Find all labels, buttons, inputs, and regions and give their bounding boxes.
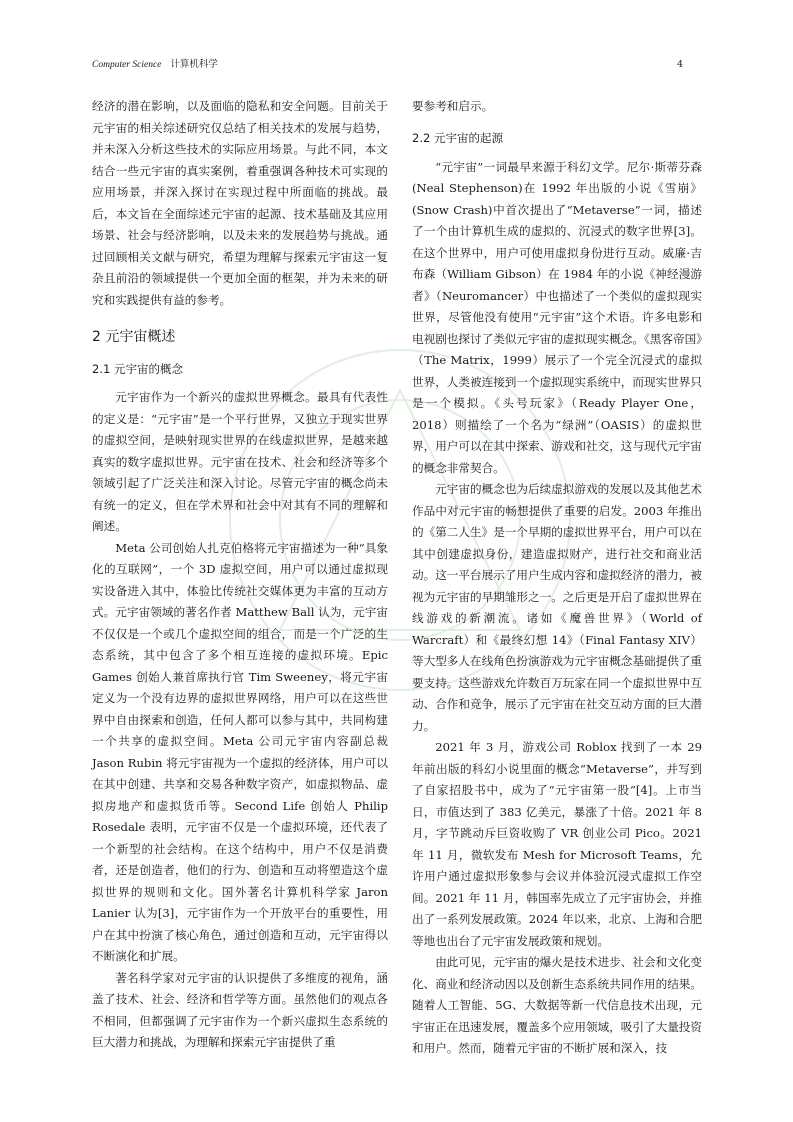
page-number: 4 [676,59,683,70]
running-header [92,58,701,72]
subsection-heading-concept: 2.1 元宇宙的概念 [92,362,183,376]
subsection-heading-origin: 2.2 元宇宙的起源 [412,130,503,145]
paragraph-concept-definition: 元宇宙作为一个新兴的虚拟世界概念。最具有代表性的定义是：“元宇宙”是一个平行世界，又独立于现实世界的虚拟空间，是映射现实世界的在线虚拟世界，是越来越真实的数字虚拟世界。元宇宙在技术、社会和经济等多个领域引起了广泛关注和深入讨论。尽管元宇宙的概念尚未有统一的定义，但在学术界和社会中对其有不同的理解和阐述。 [92,390,388,533]
right-column [412,96,702,1060]
paragraph-origin-literature: “元宇宙”一词最早来源于科幻文学。尼尔·斯蒂芬森(Neal Stephenson)在 1992 年出版的小说《雪崩》(Snow Crash)中首次提出了“Metaverse”一词，描述了一个由计算机生成的虚拟的、沉浸式的数字世界[3]。在这个世界中，用户可使用虚拟身份进行互动。威廉·吉布森（William Gibson）在 1984 年的小说《神经漫游者》（Neuromancer）中也描述了一个类似的虚拟现实世界，尽管他没有使用“元宇宙”这个术语。许多电影和电视剧也探讨了类似元宇宙的虚拟现实概念。《黑客帝国》（The Matrix，1999）展示了一个完全沉浸式的虚拟世界，人类被连接到一个虚拟现实系统中，而现实世界只是一个模拟。《头号玩家》（Ready Player One，2018）则描绘了一个名为“绿洲”（OASIS）的虚拟世界，用户可以在其中探索、游戏和社交，这与现代元宇宙的概念非常契合。 [412,159,702,475]
paragraph-intro-continued: 经济的潜在影响，以及面临的隐私和安全问题。目前关于元宇宙的相关综述研究仅总结了相关技术的发展与趋势，并未深入分析这些技术的实际应用场景。与此不同，本文结合一些元宇宙的真实案例，着重强调各种技术可实现的应用场景，并深入探讨在实现过程中所面临的挑战。最后，本文旨在全面综述元宇宙的起源、技术基础及其应用场景、社会与经济影响，以及未来的发展趋势与挑战。通过回顾相关文献与研究，希望为理解与探索元宇宙这一复杂且前沿的领域提供一个更加全面的框架，并为未来的研究和实践提供有益的参考。 [92,99,388,307]
paragraph-conclusion: 由此可见，元宇宙的爆火是技术进步、社会和文化变化、商业和经济动因以及创新生态系统共同作用的结果。随着人工智能、5G、大数据等新一代信息技术出现，元宇宙正在迅速发展，覆盖多个应用领域，吸引了大量投资和用户。然而，随着元宇宙的不断扩展和深入，技 [412,955,702,1055]
paragraph-expert-views: Meta 公司创始人扎克伯格将元宇宙描述为一种“具象化的互联网”，一个 3D 虚拟空间，用户可以通过虚拟现实设备进入其中，体验比传统社交媒体更为丰富的互动方式。元宇宙领域的著名作者 Matthew Ball 认为，元宇宙不仅仅是一个或几个虚拟空间的组合，而是一个广泛的生态系统，其中包含了多个相互连接的虚拟环境。Epic Games 创始人兼首席执行官 Tim Sweeney，将元宇宙定义为一个没有边界的虚拟世界网络，用户可以在这些世界中自由探索和创造，任何人都可以参与其中，共同构建一个共享的虚拟空间。Meta 公司元宇宙内容副总裁 Jason Rubin 将元宇宙视为一个虚拟的经济体，用户可以在其中创建、共享和交易各种数字资产，如虚拟物品、虚拟房地产和虚拟货币等。Second Life 创始人 Philip Rosedale 表明，元宇宙不仅是一个虚拟环境，还代表了一个新型的社会结构。在这个结构中，用户不仅是消费者，还是创造者，他们的行为、创造和互动将塑造这个虚拟世界的规则和文化。国外著名计算机科学家 Jaron Lanier 认为[3]，元宇宙作为一个开放平台的重要性，用户在其中扮演了核心角色，通过创造和互动，元宇宙得以不断演化和扩展。 [92,540,388,963]
section-heading-overview: 2 元宇宙概述 [92,329,176,345]
paragraph-origin-games: 元宇宙的概念也为后续虚拟游戏的发展以及其他艺术作品中对元宇宙的畅想提供了重要的启发。2003 年推出的《第二人生》是一个早期的虚拟世界平台，用户可以在其中创建虚拟身份，建造虚拟财产，进行社交和商业活动。这一平台展示了用户生成内容和虚拟经济的潜力，被视为元宇宙的早期雏形之一。之后更是开启了虚拟世界在线游戏的新潮流。诸如《魔兽世界》（World of Warcraft）和《最终幻想 14》（Final Fantasy XIV）等大型多人在线角色扮演游戏为元宇宙概念基础提供了重要支持。这些游戏允许数百万玩家在同一个虚拟世界中互动、合作和竞争，展示了元宇宙在社交互动方面的巨大潜力。 [412,482,702,733]
paragraph-origin-2021: 2021 年 3 月，游戏公司 Roblox 找到了一本 29 年前出版的科幻小说里面的概念“Metaverse”，并写到了自家招股书中，成为了“元宇宙第一股”[4]。上市当日，市值达到了 383 亿美元，暴涨了十倍。2021 年 8 月，字节跳动斥巨资收购了 VR 创业公司 Pico。2021 年 11 月，微软发布 Mesh for Microsoft Teams，允许用户通过虚拟形象参与会议并体验沉浸式虚拟工作空间。2021 年 11 月，韩国率先成立了元宇宙协会，并推出了一系列发展政策。2024 年以来，北京、上海和合肥等地也出台了元宇宙发展政策和规划。 [412,740,702,948]
paragraph-perspectives: 著名科学家对元宇宙的认识提供了多维度的视角，涵盖了技术、社会、经济和哲学等方面。虽然他们的观点各不相同，但都强调了元宇宙作为一个新兴虚拟生态系统的巨大潜力和挑战，为理解和探索元宇宙提供了重 [92,970,388,1049]
paragraph-perspectives-continued: 要参考和启示。 [412,99,494,113]
journal-name-chinese: 计算机科学 [170,59,218,70]
left-column [92,96,388,1054]
journal-name-english: Computer Science [92,60,162,70]
